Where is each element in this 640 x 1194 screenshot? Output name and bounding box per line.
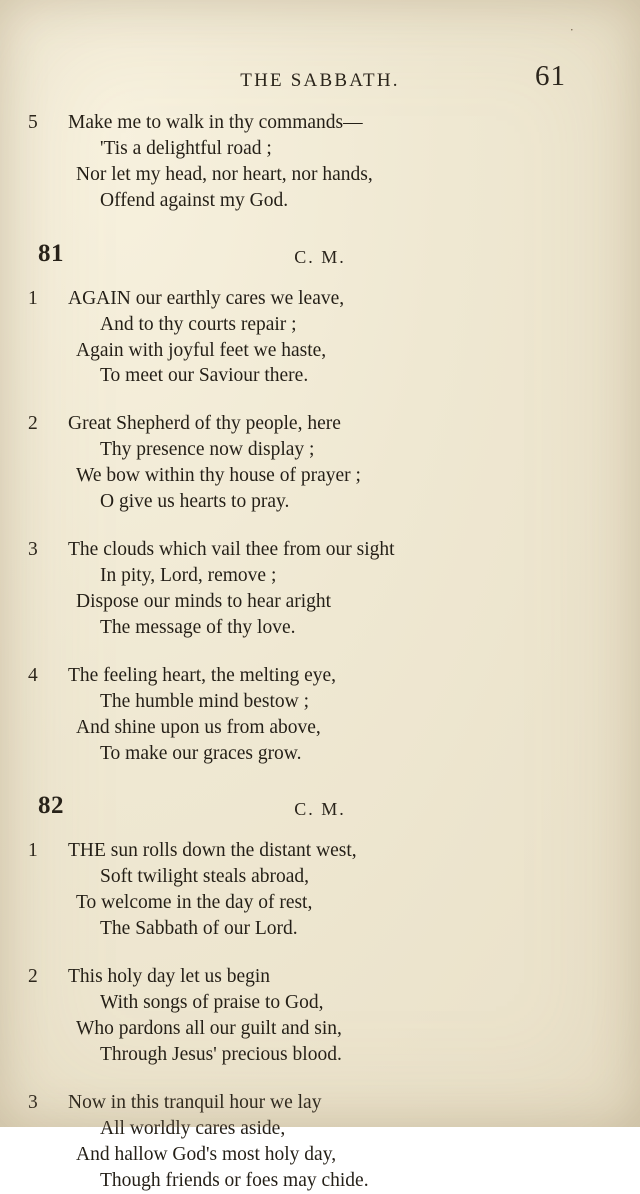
line-text: The feeling heart, the melting eye, (68, 664, 337, 686)
stanza-line: Thy presence now display ; (100, 439, 315, 461)
corner-mark: · (569, 22, 574, 37)
stanza-line: Again with joyful feet we haste, (76, 339, 327, 361)
stanza-line: To meet our Saviour there. (100, 365, 309, 387)
stanza-number: 3 (28, 1091, 38, 1113)
stanza (28, 838, 596, 942)
line-text: Now in this tranquil hour we lay (68, 1091, 322, 1113)
stanza-line: And to thy courts repair ; (100, 313, 297, 335)
hymn-heading (38, 239, 596, 276)
stanza-line: With songs of praise to God, (100, 992, 324, 1014)
hymn-number: 82 (38, 792, 64, 820)
stanza-line: Offend against my God. (100, 189, 289, 211)
stanza-line: The humble mind bestow ; (100, 690, 310, 712)
stanza (28, 411, 596, 515)
stanza-line (28, 838, 596, 864)
stanza-line: And hallow God's most holy day, (76, 1143, 337, 1165)
stanza-line: Who pardons all our guilt and sin, (76, 1017, 342, 1039)
page-header (44, 22, 596, 96)
stanza-line: Nor let my head, nor heart, nor hands, (76, 163, 373, 185)
stanza-line: Through Jesus' precious blood. (100, 1043, 342, 1065)
stanza-line (28, 537, 596, 563)
stanza-line (28, 110, 596, 136)
stanza-number: 5 (28, 112, 38, 133)
stanza-line: To welcome in the day of rest, (76, 892, 313, 914)
line-text: AGAIN our earthly cares we leave, (68, 287, 345, 309)
line-text: Make me to walk in thy commands— (68, 112, 363, 133)
stanza-line: Dispose our minds to hear aright (76, 590, 332, 612)
stanza-line: O give us hearts to pray. (100, 491, 290, 513)
page-number: 61 (535, 60, 566, 92)
stanza (28, 110, 596, 214)
line-text: Great Shepherd of thy people, here (68, 413, 341, 435)
stanza-line: We bow within thy house of prayer ; (76, 465, 361, 487)
stanza (28, 286, 596, 390)
stanza-line: To make our graces grow. (100, 742, 302, 764)
stanza-line (28, 1090, 596, 1116)
hymn-meter: C. M. (294, 246, 346, 267)
stanza (28, 964, 596, 1068)
hymn-82 (28, 792, 596, 1193)
stanza-number: 1 (28, 840, 38, 862)
hymn-heading (38, 792, 596, 828)
stanza (28, 1090, 596, 1194)
running-head: THE SABBATH. (240, 70, 400, 91)
stanza-number: 1 (28, 287, 38, 309)
line-text: The clouds which vail thee from our sight (68, 539, 395, 561)
stanza-line: Soft twilight steals abroad, (100, 866, 310, 888)
stanza-line: The Sabbath of our Lord. (100, 918, 298, 940)
stanza-line: The message of thy love. (100, 616, 296, 638)
line-text: THE sun rolls down the distant west, (68, 840, 357, 862)
stanza-number: 2 (28, 413, 38, 435)
stanza-number: 3 (28, 539, 38, 561)
stanza-number: 4 (28, 664, 38, 686)
hymn-continuation (28, 110, 596, 214)
stanza (28, 663, 596, 767)
stanza-number: 2 (28, 966, 38, 988)
stanza-line (28, 411, 596, 437)
hymn-meter: C. M. (294, 799, 346, 820)
stanza-line (28, 964, 596, 990)
stanza-line (28, 663, 596, 689)
stanza-line: All worldly cares aside, (100, 1117, 286, 1139)
stanza-line (28, 286, 596, 312)
stanza-line: In pity, Lord, remove ; (100, 564, 277, 586)
hymn-81 (28, 239, 596, 767)
stanza (28, 537, 596, 641)
hymn-number: 81 (38, 239, 64, 267)
stanza-line: 'Tis a delightful road ; (100, 137, 272, 159)
line-text: This holy day let us begin (68, 966, 271, 988)
stanza-line: Though friends or foes may chide. (100, 1169, 369, 1191)
stanza-line: And shine upon us from above, (76, 716, 321, 738)
